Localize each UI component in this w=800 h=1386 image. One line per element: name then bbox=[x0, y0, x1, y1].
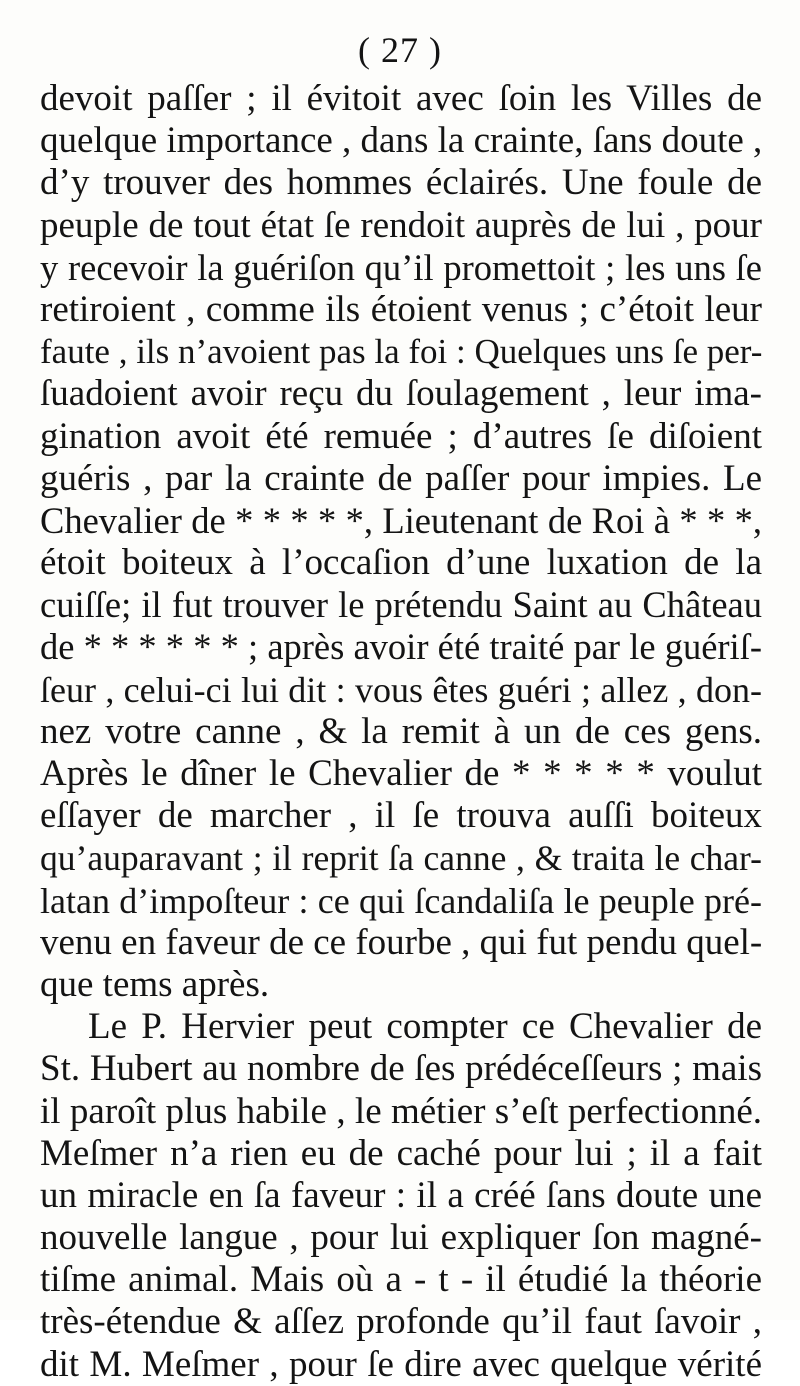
text-line: Meſmer n’a rien eu de caché pour lui ; il a fait bbox=[40, 1132, 762, 1174]
text-line: peuple de tout état ſe rendoit auprès de lui , pour bbox=[40, 204, 762, 246]
text-line: Après le dîner le Chevalier de * * * * * voulut bbox=[40, 753, 762, 794]
text-line: qu’auparavant ; il reprit ſa canne , & traita le char- bbox=[40, 838, 762, 879]
text-line: faute , ils n’avoient pas la foi : Quelques uns ſe per- bbox=[40, 332, 763, 372]
body-text bbox=[40, 78, 762, 1386]
text-line: y recevoir la guériſon qu’il promettoit ; les uns ſe bbox=[40, 246, 762, 288]
text-line: dit M. Meſmer , pour ſe dire avec quelque vérité bbox=[40, 1343, 762, 1385]
text-line: devoit paſſer ; il évitoit avec ſoin les Villes de bbox=[40, 78, 762, 119]
text-line: quelque importance , dans la crainte, ſans doute , bbox=[40, 120, 763, 162]
text-line: étoit boiteux à l’occaſion d’une luxation de la bbox=[40, 542, 762, 584]
text-line: guéris , par la crainte de paſſer pour impies. Le bbox=[40, 457, 762, 499]
text-line: ſeur , celui-ci lui dit : vous êtes guéri ; allez , don- bbox=[40, 669, 762, 710]
text-line: il paroît plus habile , le métier s’eſt perfectionné. bbox=[40, 1090, 762, 1132]
text-line: cuiſſe; il fut trouver le prétendu Saint au Château bbox=[40, 584, 762, 626]
text-line: que tems après. bbox=[40, 963, 270, 1005]
text-line: un miracle en ſa faveur : il a créé ſans doute une bbox=[40, 1174, 762, 1216]
text-line: latan d’impoſteur : ce qui ſcandaliſa le peuple pré- bbox=[40, 880, 762, 921]
text-line: eſſayer de marcher , il ſe trouva auſſi boiteux bbox=[40, 795, 762, 837]
text-line: nouvelle langue , pour lui expliquer ſon magné- bbox=[40, 1217, 762, 1259]
page-number: ( 27 ) bbox=[358, 30, 442, 70]
paragraph bbox=[40, 78, 762, 1006]
text-line: retiroient , comme ils étoient venus ; c’étoit leur bbox=[40, 288, 762, 330]
text-line: nez votre canne , & la remit à un de ces gens. bbox=[40, 710, 762, 752]
text-line: ſuadoient avoir reçu du ſoulagement , leur ima- bbox=[40, 373, 762, 415]
text-line: très-étendue & aſſez profonde qu’il faut ſavoir , bbox=[40, 1301, 762, 1343]
text-line: d’y trouver des hommes éclairés. Une foule de bbox=[40, 162, 762, 204]
text-line: tiſme animal. Mais où a - t - il étudié la théorie bbox=[40, 1259, 762, 1301]
text-line: St. Hubert au nombre de ſes prédéceſſeurs ; mais bbox=[40, 1048, 762, 1090]
text-line: Le P. Hervier peut compter ce Chevalier de bbox=[88, 1006, 762, 1048]
text-line: venu en faveur de ce fourbe , qui fut pendu quel- bbox=[40, 921, 763, 963]
text-line: Chevalier de * * * * *, Lieutenant de Roi à * * *, bbox=[40, 499, 762, 541]
paragraph bbox=[40, 1006, 762, 1386]
text-line: gination avoit été remuée ; d’autres ſe diſoient bbox=[40, 415, 762, 457]
text-line: de * * * * * * ; après avoir été traité par le guériſ- bbox=[40, 626, 762, 668]
